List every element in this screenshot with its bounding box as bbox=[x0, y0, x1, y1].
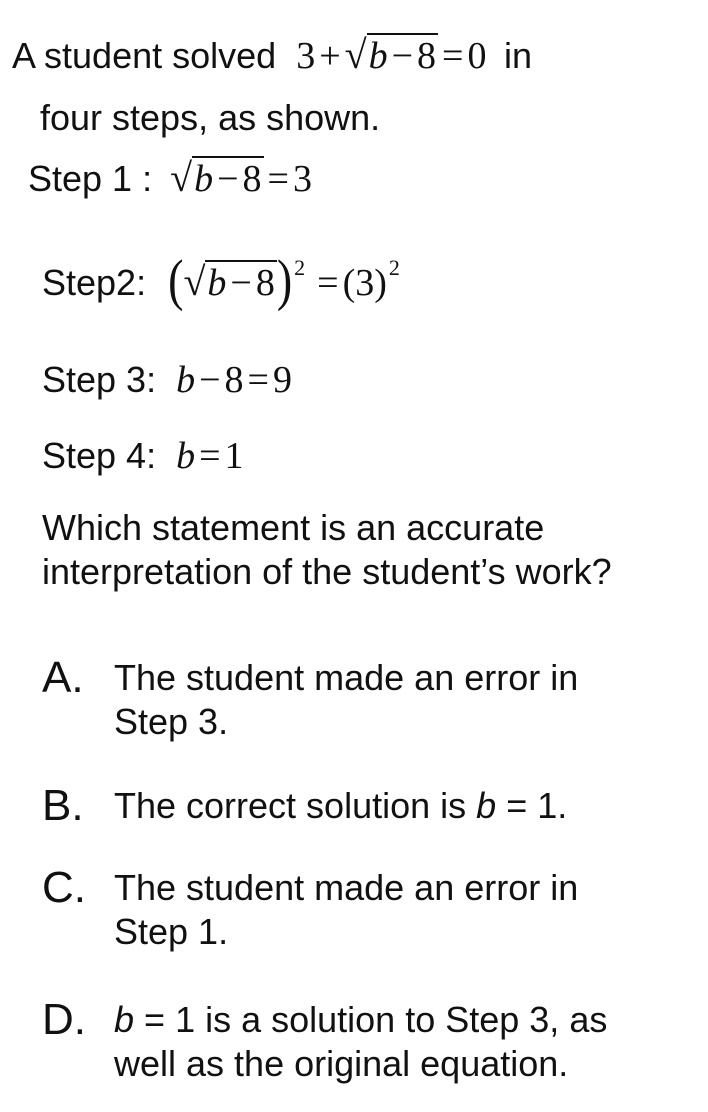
option-a-line-2: Step 3. bbox=[114, 701, 229, 742]
step-2 bbox=[42, 247, 400, 312]
option-d-var: b bbox=[114, 999, 135, 1040]
sqrt-expression bbox=[183, 260, 276, 305]
step-3-minus: − bbox=[199, 359, 221, 401]
step-4-equation bbox=[176, 435, 243, 477]
eq-plus: + bbox=[319, 35, 341, 77]
step-2-var: b bbox=[207, 262, 227, 304]
radical-sign: √ bbox=[170, 155, 193, 200]
step-3-term-8: 8 bbox=[224, 359, 244, 401]
question-line-1: Which statement is an accurate bbox=[42, 507, 545, 548]
option-b-prefix: The correct solution is bbox=[114, 785, 467, 826]
radical-sign: √ bbox=[183, 259, 206, 304]
step-4-rhs: 1 bbox=[224, 435, 244, 477]
step-2-lparen: ( bbox=[168, 247, 184, 312]
option-c-text bbox=[114, 866, 674, 954]
option-a-text bbox=[114, 656, 674, 744]
step-3-equals: = bbox=[247, 359, 269, 401]
option-d-letter: D. bbox=[42, 995, 86, 1044]
option-b-text bbox=[114, 784, 674, 828]
step-4-var: b bbox=[176, 435, 196, 477]
option-d-text bbox=[114, 998, 674, 1086]
option-a-line-1: The student made an error in bbox=[114, 657, 579, 698]
eq-var-b: b bbox=[368, 35, 388, 77]
intro-suffix: in bbox=[503, 35, 532, 76]
step-3 bbox=[42, 358, 292, 402]
step-1-var: b bbox=[194, 158, 214, 200]
eq-minus: − bbox=[391, 35, 414, 77]
original-equation bbox=[296, 32, 496, 77]
sqrt-expression bbox=[345, 33, 438, 78]
option-d-line-1 bbox=[114, 998, 674, 1042]
step-1-minus: − bbox=[217, 158, 239, 200]
sqrt-expression bbox=[170, 156, 263, 201]
step-2-equals: = bbox=[317, 262, 339, 304]
step-2-minus: − bbox=[230, 262, 252, 304]
step-4-equals: = bbox=[199, 435, 221, 477]
step-4 bbox=[42, 434, 244, 478]
eq-term-8: 8 bbox=[417, 35, 437, 77]
option-b-suffix: = 1. bbox=[506, 785, 568, 826]
question-line-2: interpretation of the student’s work? bbox=[42, 551, 612, 592]
option-d-line-1-rest: = 1 is a solution to Step 3, as bbox=[144, 999, 608, 1040]
step-2-equation bbox=[168, 247, 400, 312]
option-c-line-1: The student made an error in bbox=[114, 867, 579, 908]
step-4-label: Step 4: bbox=[42, 435, 157, 476]
eq-term-3: 3 bbox=[296, 35, 316, 77]
option-c-line-2: Step 1. bbox=[114, 911, 229, 952]
step-2-rparen: ) bbox=[276, 247, 293, 312]
option-b-var: b bbox=[476, 785, 497, 826]
option-b-letter: B. bbox=[42, 781, 84, 830]
step-3-var: b bbox=[176, 359, 196, 401]
step-2-rhs: (3) bbox=[342, 262, 387, 304]
step-2-rhs-exponent: 2 bbox=[388, 255, 400, 280]
step-2-term-8: 8 bbox=[255, 262, 275, 304]
step-3-equation bbox=[176, 359, 292, 401]
option-c-letter: C. bbox=[42, 863, 86, 912]
step-1-label: Step 1 : bbox=[28, 158, 153, 199]
option-a-letter: A. bbox=[42, 653, 84, 702]
step-1-equals: = bbox=[267, 158, 289, 200]
step-2-exponent: 2 bbox=[294, 255, 306, 280]
step-3-rhs: 9 bbox=[272, 359, 292, 401]
step-2-label: Step2: bbox=[42, 262, 147, 303]
step-1 bbox=[28, 156, 312, 201]
option-d-line-2: well as the original equation. bbox=[114, 1043, 569, 1084]
eq-equals: = bbox=[442, 35, 464, 77]
step-1-rhs: 3 bbox=[292, 158, 312, 200]
step-1-term-8: 8 bbox=[242, 158, 262, 200]
problem-intro-line2: four steps, as shown. bbox=[40, 97, 381, 138]
step-3-label: Step 3: bbox=[42, 359, 157, 400]
step-1-equation bbox=[170, 155, 312, 200]
intro-prefix: A student solved bbox=[12, 35, 277, 76]
radical-sign: √ bbox=[344, 32, 367, 77]
problem-intro bbox=[12, 33, 532, 78]
eq-rhs: 0 bbox=[467, 35, 487, 77]
